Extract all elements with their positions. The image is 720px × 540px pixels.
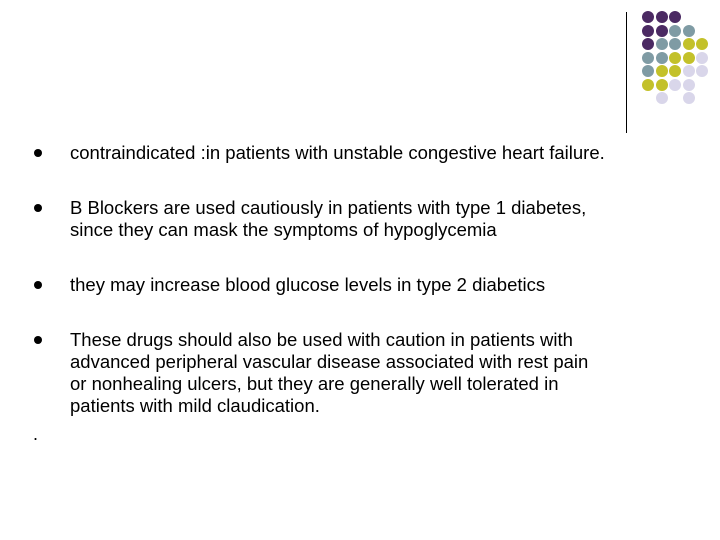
- decorative-dot: [656, 25, 668, 37]
- decorative-dot: [656, 52, 668, 64]
- decorative-dot: [669, 11, 681, 23]
- decorative-dot: [642, 79, 654, 91]
- decorative-dot: [683, 52, 695, 64]
- decorative-dot: [683, 38, 695, 50]
- decorative-dot: [696, 65, 708, 77]
- decorative-dot: [642, 11, 654, 23]
- decorative-dot: [669, 38, 681, 50]
- decorative-dot: [642, 52, 654, 64]
- decorative-dot-grid: [0, 0, 720, 140]
- bullet-text: B Blockers are used cautiously in patients with type 1 diabetes, since they can mask the symptoms of hypoglycemia: [70, 197, 587, 240]
- decorative-dot: [656, 65, 668, 77]
- decorative-dot: [696, 38, 708, 50]
- decorative-dot: [669, 52, 681, 64]
- decorative-dot: [683, 25, 695, 37]
- bullet-icon: [34, 336, 42, 344]
- decorative-dot: [642, 25, 654, 37]
- decorative-dot: [683, 79, 695, 91]
- decorative-dot: [656, 38, 668, 50]
- trailing-mark: .: [33, 424, 39, 444]
- bullet-text: contraindicated :in patients with unstable congestive heart failure.: [70, 142, 605, 163]
- decorative-dot: [656, 92, 668, 104]
- decorative-dot: [642, 65, 654, 77]
- bullet-text: they may increase blood glucose levels in type 2 diabetics: [70, 274, 546, 295]
- decorative-dot: [669, 65, 681, 77]
- decorative-dot: [669, 79, 681, 91]
- bullet-icon: [34, 149, 42, 157]
- decorative-dot: [656, 11, 668, 23]
- decorative-dot: [656, 79, 668, 91]
- bullet-text: These drugs should also be used with caution in patients with advanced peripheral vascular disease associated with rest pain or nonhealing ulcers, but they are generally well tolerated in patients with mild claudication.: [70, 329, 589, 416]
- decorative-dot: [642, 38, 654, 50]
- decorative-dot: [683, 65, 695, 77]
- decorative-dot: [696, 52, 708, 64]
- bullet-icon: [34, 204, 42, 212]
- decorative-dot: [669, 25, 681, 37]
- decorative-dot: [683, 92, 695, 104]
- bullet-icon: [34, 281, 42, 289]
